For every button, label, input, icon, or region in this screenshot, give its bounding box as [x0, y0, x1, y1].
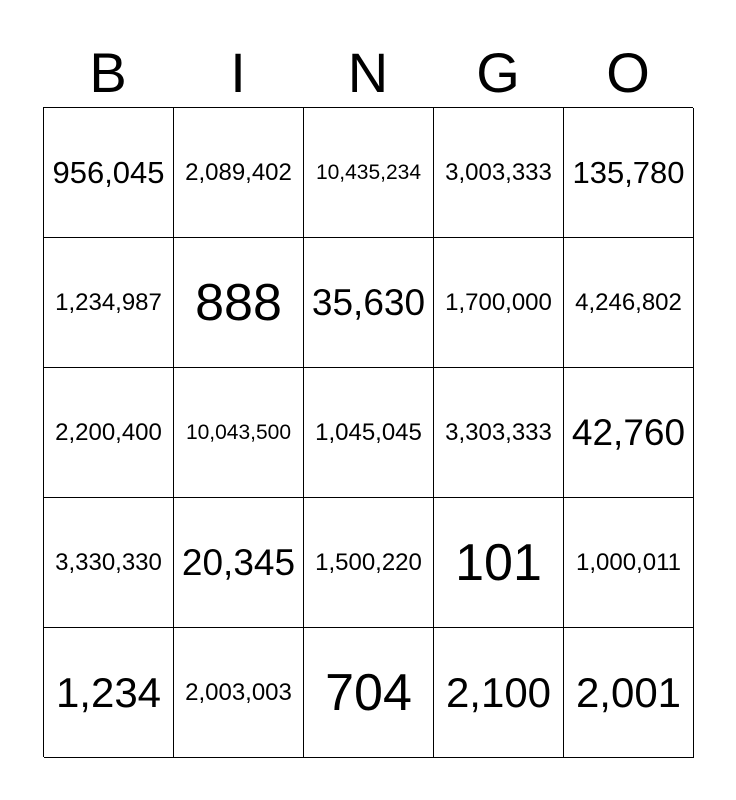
header-letter-o: O	[606, 41, 650, 104]
bingo-cell: 956,045	[44, 108, 174, 238]
bingo-cell: 3,330,330	[44, 498, 174, 628]
bingo-board	[43, 107, 693, 757]
bingo-cell: 2,200,400	[44, 368, 174, 498]
bingo-cell: 10,043,500	[174, 368, 304, 498]
bingo-cell: 135,780	[564, 108, 694, 238]
header-letter-b: B	[89, 41, 127, 104]
bingo-cell: 1,500,220	[304, 498, 434, 628]
bingo-cell: 2,100	[434, 628, 564, 758]
bingo-cell: 1,000,011	[564, 498, 694, 628]
bingo-cell: 1,700,000	[434, 238, 564, 368]
bingo-cell: 10,435,234	[304, 108, 434, 238]
bingo-cell: 888	[174, 238, 304, 368]
bingo-cell: 4,246,802	[564, 238, 694, 368]
bingo-header	[43, 40, 693, 106]
header-letter-i: I	[230, 41, 246, 104]
bingo-cell: 1,045,045	[304, 368, 434, 498]
bingo-cell: 1,234,987	[44, 238, 174, 368]
bingo-cell: 2,001	[564, 628, 694, 758]
bingo-cell: 42,760	[564, 368, 694, 498]
header-letter-n: N	[347, 41, 389, 104]
bingo-cell: 101	[434, 498, 564, 628]
bingo-cell: 20,345	[174, 498, 304, 628]
bingo-cell: 704	[304, 628, 434, 758]
header-letter-g: G	[476, 41, 520, 104]
bingo-cell: 35,630	[304, 238, 434, 368]
bingo-cell: 3,303,333	[434, 368, 564, 498]
bingo-cell: 2,089,402	[174, 108, 304, 238]
bingo-cell: 2,003,003	[174, 628, 304, 758]
bingo-cell: 1,234	[44, 628, 174, 758]
bingo-cell: 3,003,333	[434, 108, 564, 238]
